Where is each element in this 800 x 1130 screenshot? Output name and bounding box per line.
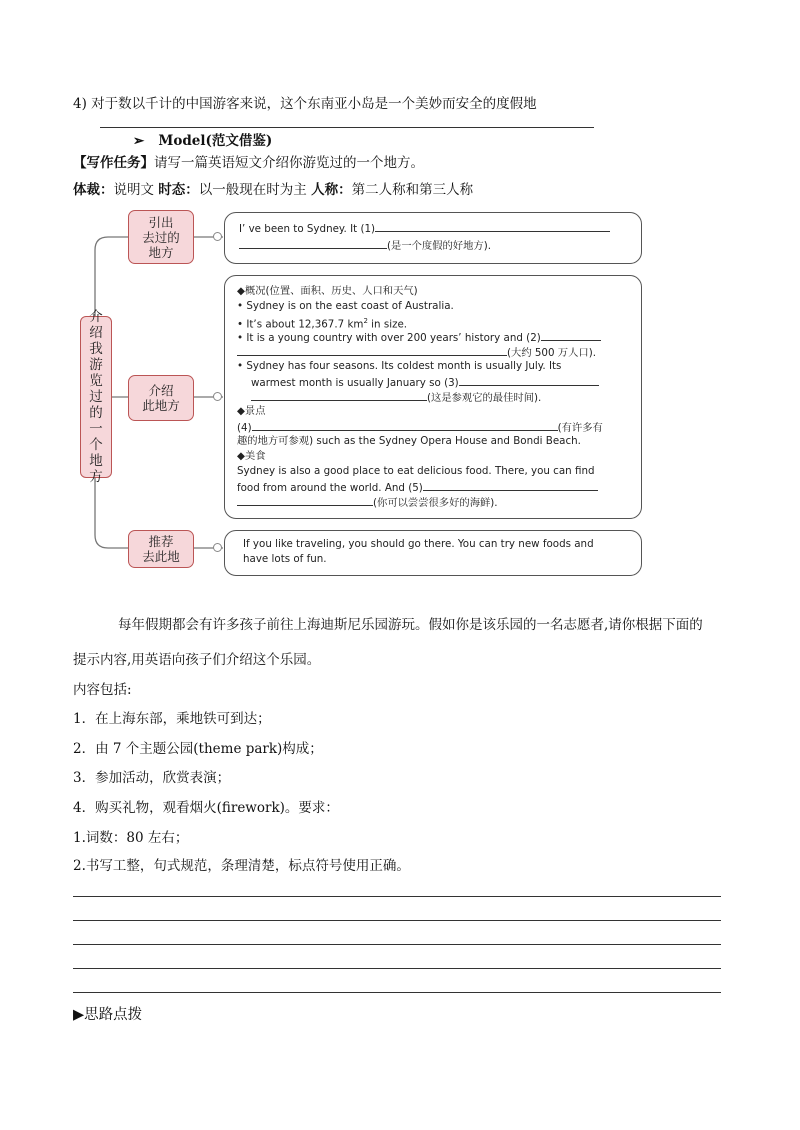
content-item-3: 3．参加活动，欣赏表演； <box>73 770 231 786</box>
details-food-line3 <box>237 494 498 511</box>
recommend-line2: have lots of fun. <box>243 553 327 565</box>
content-label: 内容包括: <box>73 682 132 698</box>
answer-line <box>73 992 721 993</box>
genre-person: 第二人称和第三人称 <box>351 182 474 198</box>
prompt-para-line1: 每年假期都会有许多孩子前往上海迪斯尼乐园游玩。假如你是该乐园的一名志愿者,请你根据下面的 <box>118 617 703 633</box>
history-text: • It is a young country with over 200 years’ history and (2) <box>237 332 541 344</box>
connector-dot <box>213 232 222 241</box>
details-food-heading: ◆美食 <box>237 450 266 462</box>
details-sights-heading: ◆景点 <box>237 405 266 417</box>
content-item-4: 4．购买礼物，观看烟火(firework)。要求： <box>73 800 339 816</box>
sights-num: (4) <box>237 422 252 434</box>
genre-style-label: 体裁： <box>73 182 114 198</box>
node-describe-place: 介绍 此地方 <box>128 375 194 421</box>
genre-tense-label: 时态： <box>158 182 199 198</box>
center-node <box>80 309 112 485</box>
genre-person-label: 人称： <box>311 182 352 198</box>
task-label: 【写作任务】 <box>73 155 154 171</box>
box-intro-line2 <box>239 237 491 254</box>
seafood-hint: (你可以尝尝很多好的海鲜). <box>373 497 498 509</box>
answer-line <box>73 896 721 897</box>
area-text: • It’s about 12,367.7 km <box>237 318 364 331</box>
arrow-icon: ➢ <box>133 133 145 149</box>
best-time-hint: (这是参观它的最佳时间). <box>427 392 542 404</box>
task-text: 请写一篇英语短文介绍你游览过的一个地方。 <box>154 155 424 171</box>
box-intro-hint: (是一个度假的好地方). <box>387 240 491 252</box>
population-hint: (大约 500 万人口). <box>507 347 596 359</box>
food-text: food from around the world. And (5) <box>237 482 423 494</box>
genre-style: 说明文 <box>113 182 154 198</box>
details-best-time <box>251 389 541 406</box>
model-title: Model(范文借鉴) <box>158 133 273 149</box>
node-introduce-place: 引出 去过的 地方 <box>128 210 194 264</box>
recommend-line1: If you like traveling, you should go there. You can try new foods and <box>243 538 594 550</box>
area-text-post: in size. <box>367 318 408 331</box>
answer-line <box>73 920 721 921</box>
connector-dot <box>213 543 222 552</box>
answer-line <box>73 968 721 969</box>
item-4-text: 4) 对于数以千计的中国游客来说，这个东南亚小岛是一个美妙而安全的度假地 <box>73 96 537 112</box>
connector-dot <box>213 392 222 401</box>
answer-line <box>73 944 721 945</box>
warmest-text: warmest month is usually January so (3) <box>251 377 459 389</box>
box-intro-text1: I’ ve been to Sydney. It (1) <box>239 223 376 235</box>
requirement-2: 2.书写工整，句式规范，条理清楚，标点符号使用正确。 <box>73 858 410 874</box>
node-recommend-place: 推荐 去此地 <box>128 530 194 568</box>
prompt-para-line2: 提示内容,用英语向孩子们介绍这个乐园。 <box>73 652 321 668</box>
details-sights-line2: 趣的地方可参观) such as the Sydney Opera House and Bondi Beach. <box>237 435 581 447</box>
details-overview-heading: ◆概况(位置、面积、历史、人口和天气) <box>237 285 418 297</box>
details-bullet-location: • Sydney is on the east coast of Australia. <box>237 300 454 312</box>
requirement-1: 1.词数：80 左右； <box>73 830 189 846</box>
hint-heading: ▶思路点拨 <box>73 1007 143 1023</box>
area-sup: 2 <box>363 317 368 325</box>
box-intro-line1 <box>239 220 610 237</box>
content-item-1: 1．在上海东部，乘地铁可到达； <box>73 711 271 727</box>
details-bullet-seasons: • Sydney has four seasons. Its coldest month is usually July. Its <box>237 360 562 372</box>
details-food-line1: Sydney is also a good place to eat delicious food. There, you can find <box>237 465 595 477</box>
sights-hint: (有许多有 <box>557 422 603 434</box>
content-item-2: 2．由 7 个主题公园(theme park)构成； <box>73 741 323 757</box>
center-node-label: 介绍我游览过的一个地方 <box>89 309 103 485</box>
genre-tense: 以一般现在时为主 <box>198 182 307 198</box>
